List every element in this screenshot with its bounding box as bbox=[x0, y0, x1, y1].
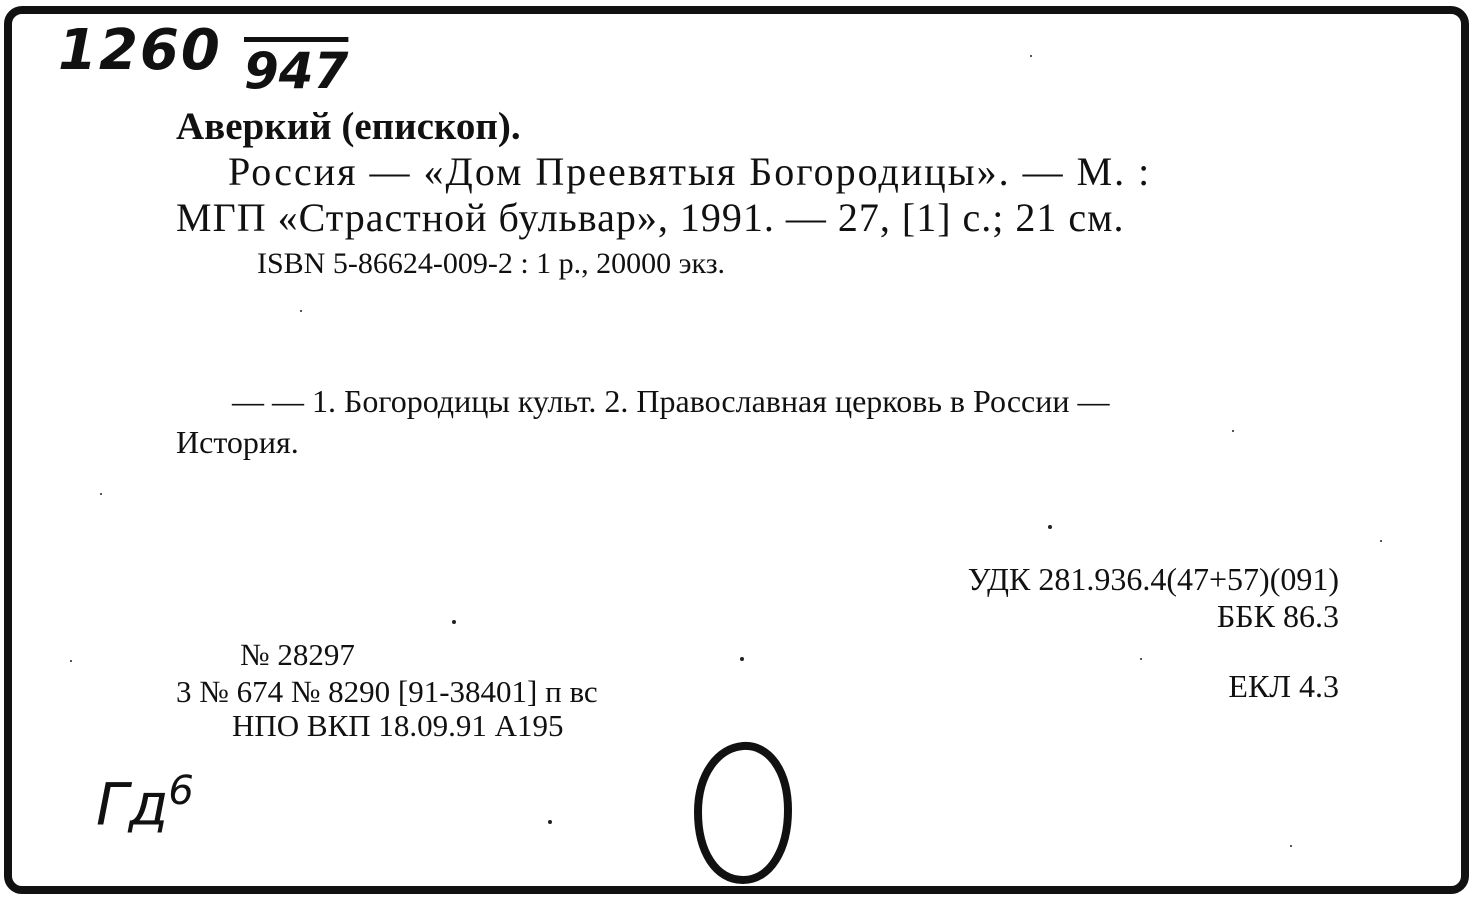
udk-code: УДК 281.936.4(47+57)(091) bbox=[967, 561, 1339, 597]
bbk-code: ББК 86.3 bbox=[1216, 598, 1339, 634]
speck bbox=[1380, 540, 1382, 542]
speck bbox=[452, 620, 456, 624]
punch-hole-icon bbox=[688, 740, 798, 890]
speck bbox=[1232, 430, 1234, 432]
speck bbox=[100, 493, 102, 495]
handwritten-mark bbox=[96, 768, 194, 838]
handwritten-number-2: 947 bbox=[244, 42, 349, 100]
subjects-line-1: — — 1. Богородицы культ. 2. Православная церковь в России — bbox=[232, 383, 1110, 419]
handwritten-number: 1260 bbox=[58, 18, 222, 83]
record-number: № 28297 bbox=[240, 637, 355, 672]
handwritten-mark-sup: 6 bbox=[168, 768, 194, 814]
speck bbox=[1048, 525, 1052, 529]
order-line: 3 № 674 № 8290 [91-38401] п вс bbox=[176, 674, 598, 709]
title-line-1: Россия — «Дом Преевятыя Богородицы». — М. : bbox=[228, 149, 1152, 194]
isbn-line: ISBN 5-86624-009-2 : 1 р., 20000 экз. bbox=[257, 247, 726, 280]
speck bbox=[300, 310, 302, 312]
subjects-line-2: История. bbox=[176, 424, 299, 460]
speck bbox=[1290, 845, 1292, 847]
ekl-code: ЕКЛ 4.3 bbox=[1228, 668, 1339, 704]
speck bbox=[740, 657, 744, 661]
handwritten-mark-text: Гд bbox=[96, 770, 169, 839]
speck bbox=[1140, 658, 1142, 660]
print-line: НПО ВКП 18.09.91 А195 bbox=[232, 708, 564, 743]
speck bbox=[1030, 55, 1032, 57]
title-line-2: МГП «Страстной бульвар», 1991. — 27, [1] с.; 21 см. bbox=[176, 195, 1125, 240]
author-heading: Аверкий (епископ). bbox=[176, 105, 521, 148]
speck bbox=[548, 820, 552, 824]
speck bbox=[70, 660, 72, 662]
